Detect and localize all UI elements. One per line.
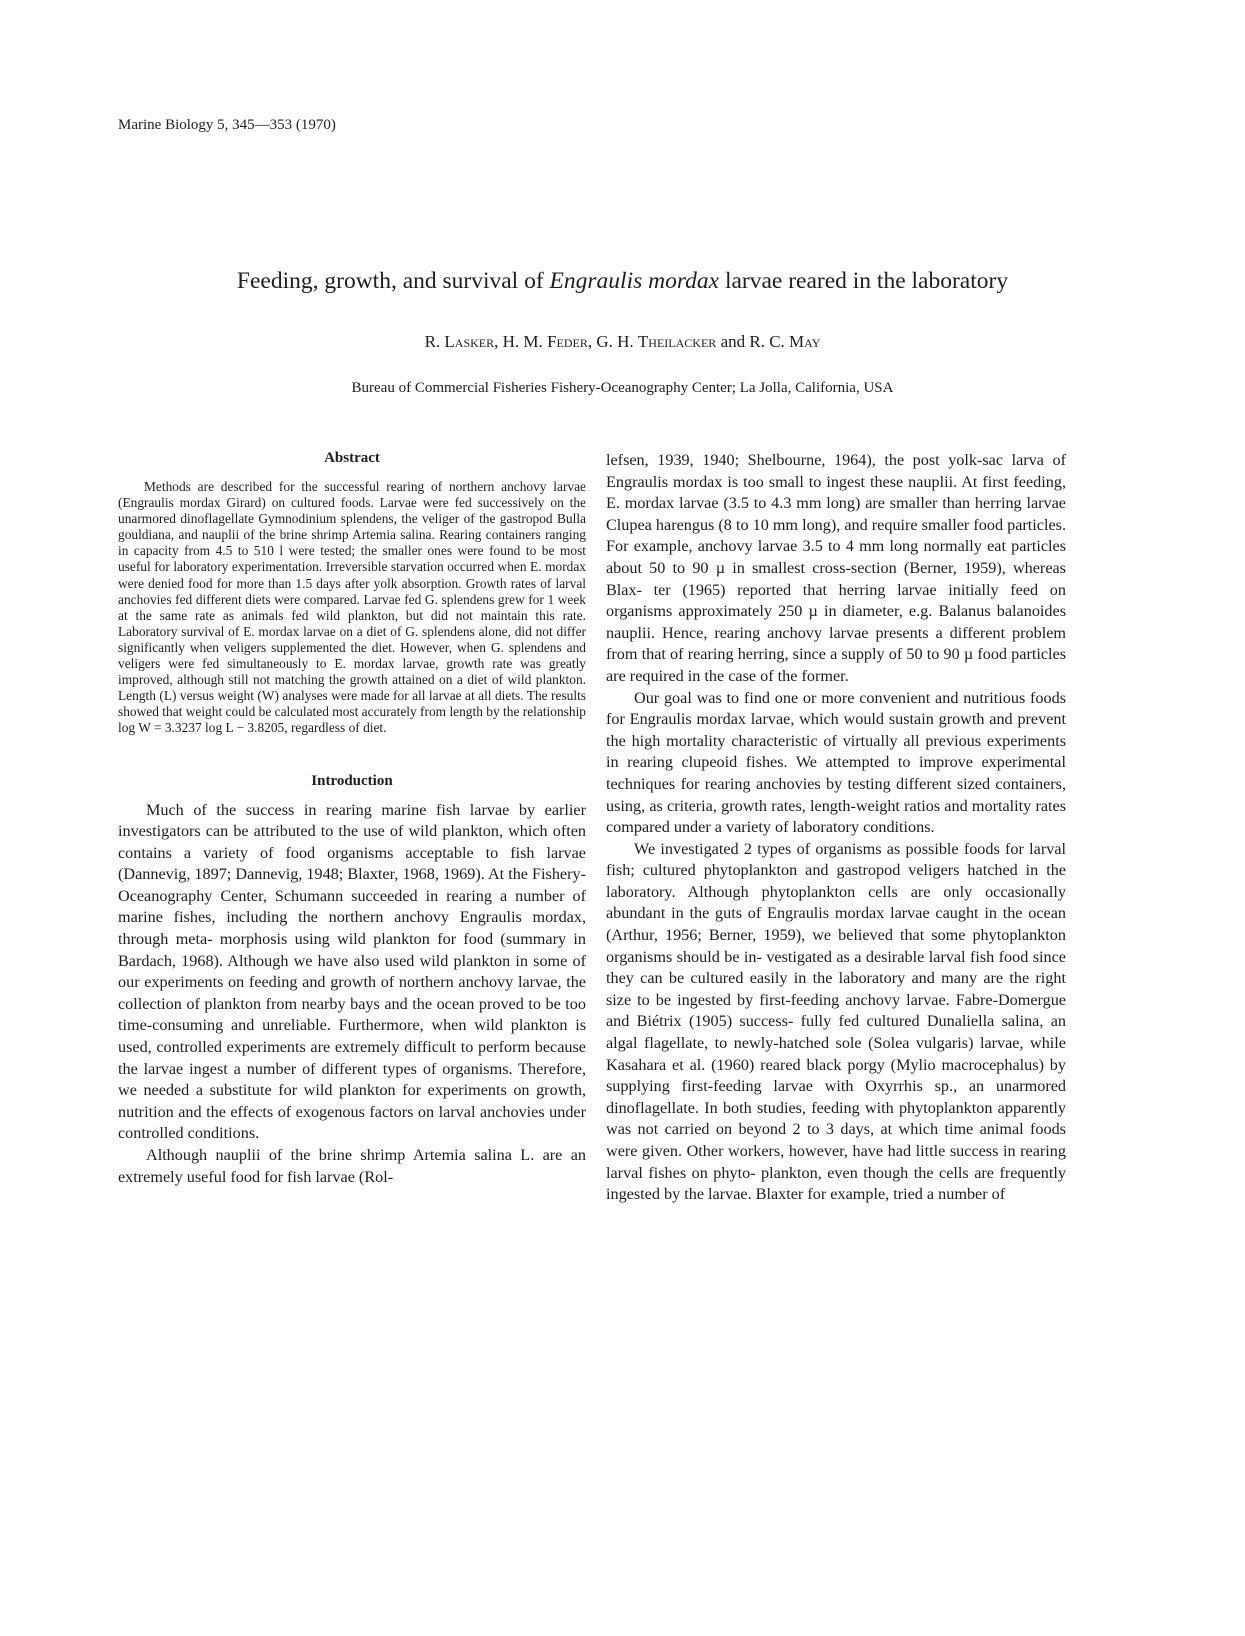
title-suffix: larvae reared in the laboratory [719,268,1009,294]
journal-citation: Marine Biology 5, 345—353 (1970) [118,117,336,133]
intro-paragraph-2: Although nauplii of the brine shrimp Artemia salina L. are an extremely useful food for fish larvae (Rol- [118,1146,586,1186]
affiliation: Bureau of Commercial Fisheries Fishery-Oceanography Center; La Jolla, California, USA [351,380,894,396]
intro-paragraph-4: Our goal was to find one or more convenient and nutritious foods for Engraulis mordax larvae, which would sustain growth and prevent the high mortality characteristic of virtually all previous experiments in rearing clupeoid fishes. We attempted to improve experimental techniques for rearing anchovies by testing different sized containers, using, as criteria, growth rates, length-weight ratios and mortality rates compared under a variety of laboratory conditions. [606,688,1066,837]
author-list [60,332,1185,352]
right-column [606,450,1066,1206]
paper-title [60,268,1185,295]
introduction-heading: Introduction [311,772,393,789]
abstract-heading: Abstract [324,450,380,466]
author-1-initials: R. [424,332,445,351]
author-4-surname: May [789,332,821,351]
author-4-initials: and R. C. [716,332,790,351]
intro-paragraph-5: We investigated 2 types of organisms as possible foods for larval fish; cultured phytoplankton and gastropod veligers hatched in the laboratory. Although phytoplankton cells are only occasionally abundant in the guts of Engraulis mordax larvae caught in the ocean (Arthur, 1956; Berner, 1959), we believed that some phytoplankton organisms should be in- vestigated as a desirable larval fish food since they can be cultured easily in the laboratory and many are the right size to be ingested by first-feeding anchovy larvae. Fabre-Domergue and Biétrix (1905) success- fully fed cultured Dunaliella salina, an algal flagellate, to newly-hatched sole (Solea vulgaris) larvae, while Kasahara et al. (1960) reared black porgy (Mylio macrocephalus) by supplying first-feeding larvae with Oxyrrhis sp., an unarmored dinoflagellate. In both studies, feeding with phytoplankton apparently was not carried on beyond 2 to 3 days, at which time animal foods were given. Other workers, however, have had little success in rearing larval fishes on phyto- plankton, even though the cells are frequently ingested by the larvae. Blaxter for example, tried a number of [606,839,1066,1204]
author-1-surname: Lasker [444,332,495,351]
author-2-initials: , H. M. [494,332,548,351]
intro-paragraph-1: Much of the success in rearing marine fish larvae by earlier investigators can be attributed to the use of wild plankton, which often contains a variety of food organisms acceptable to fish larvae (Dannevig, 1897; Dannevig, 1948; Blaxter, 1968, 1969). At the Fishery-Oceanography Center, Schumann succeeded in rearing a number of marine fishes, including the northern anchovy Engraulis mordax, through meta- morphosis using wild plankton for food (summary in Bardach, 1968). Although we have also used wild plankton in some of our experiments on feeding and growth of northern anchovy larvae, the collection of plankton from nearby bays and the ocean proved to be too time-consuming and unreliable. Furthermore, when wild plankton is used, controlled experiments are extremely difficult to perform because the larvae ingest a number of different types of organisms. Therefore, we needed a substitute for wild plankton for experiments on growth, nutrition and the effects of exogenous factors on larval anchovies under controlled conditions. [118,800,586,1143]
title-prefix: Feeding, growth, and survival of [236,268,550,294]
title-species: Engraulis mordax [549,268,720,294]
author-2-surname: Feder [547,332,588,351]
abstract-text: Methods are described for the successful rearing of northern anchovy larvae (Engraulis mordax Girard) on cultured foods. Larvae were fed successively on the unarmored dinoflagellate Gymnodinium splendens, the veliger of the gastropod Bulla gouldiana, and nauplii of the brine shrimp Artemia salina. Rearing containers ranging in capacity from 4.5 to 510 l were tested; the smaller ones were found to be most useful for laboratory experimentation. Irreversible starvation occurred when E. mordax were denied food for more than 1.5 days after yolk absorption. Growth rates of larval anchovies fed different diets were compared. Larvae fed G. splendens grew for 1 week at the same rate as animals fed wild plankton, but did not maintain this rate. Laboratory survival of E. mordax larvae on a diet of G. splendens alone, did not differ significantly when veligers supplemented the diet. However, when G. splendens and veligers were fed simultaneously to E. mordax larvae, growth rate was greatly improved, although still not matching the growth attained on a diet of wild plankton. Length (L) versus weight (W) analyses were made for all larvae at all diets. The results showed that weight could be calculated most accurately from length by the relationship log W = 3.3237 log L − 3.8205, regardless of diet. [118,479,586,736]
author-3-initials: , G. H. [587,332,638,351]
left-column [118,450,586,1188]
author-3-surname: Theilacker [637,332,717,351]
intro-paragraph-3: lefsen, 1939, 1940; Shelbourne, 1964), the post yolk-sac larva of Engraulis mordax is too small to ingest these nauplii. At first feeding, E. mordax larvae (3.5 to 4.3 mm long) are smaller than herring larvae Clupea harengus (8 to 10 mm long), and require smaller food particles. For example, anchovy larvae 3.5 to 4 mm long normally eat particles about 50 to 90 µ in smallest cross-section (Berner, 1959), whereas Blax- ter (1965) reported that herring larvae initially feed on organisms approximately 250 µ in diameter, e.g. Balanus balanoides nauplii. Hence, rearing anchovy larvae presents a different problem from that of rearing herring, since a supply of 50 to 90 µ food particles are required in the case of the former. [606,451,1066,685]
